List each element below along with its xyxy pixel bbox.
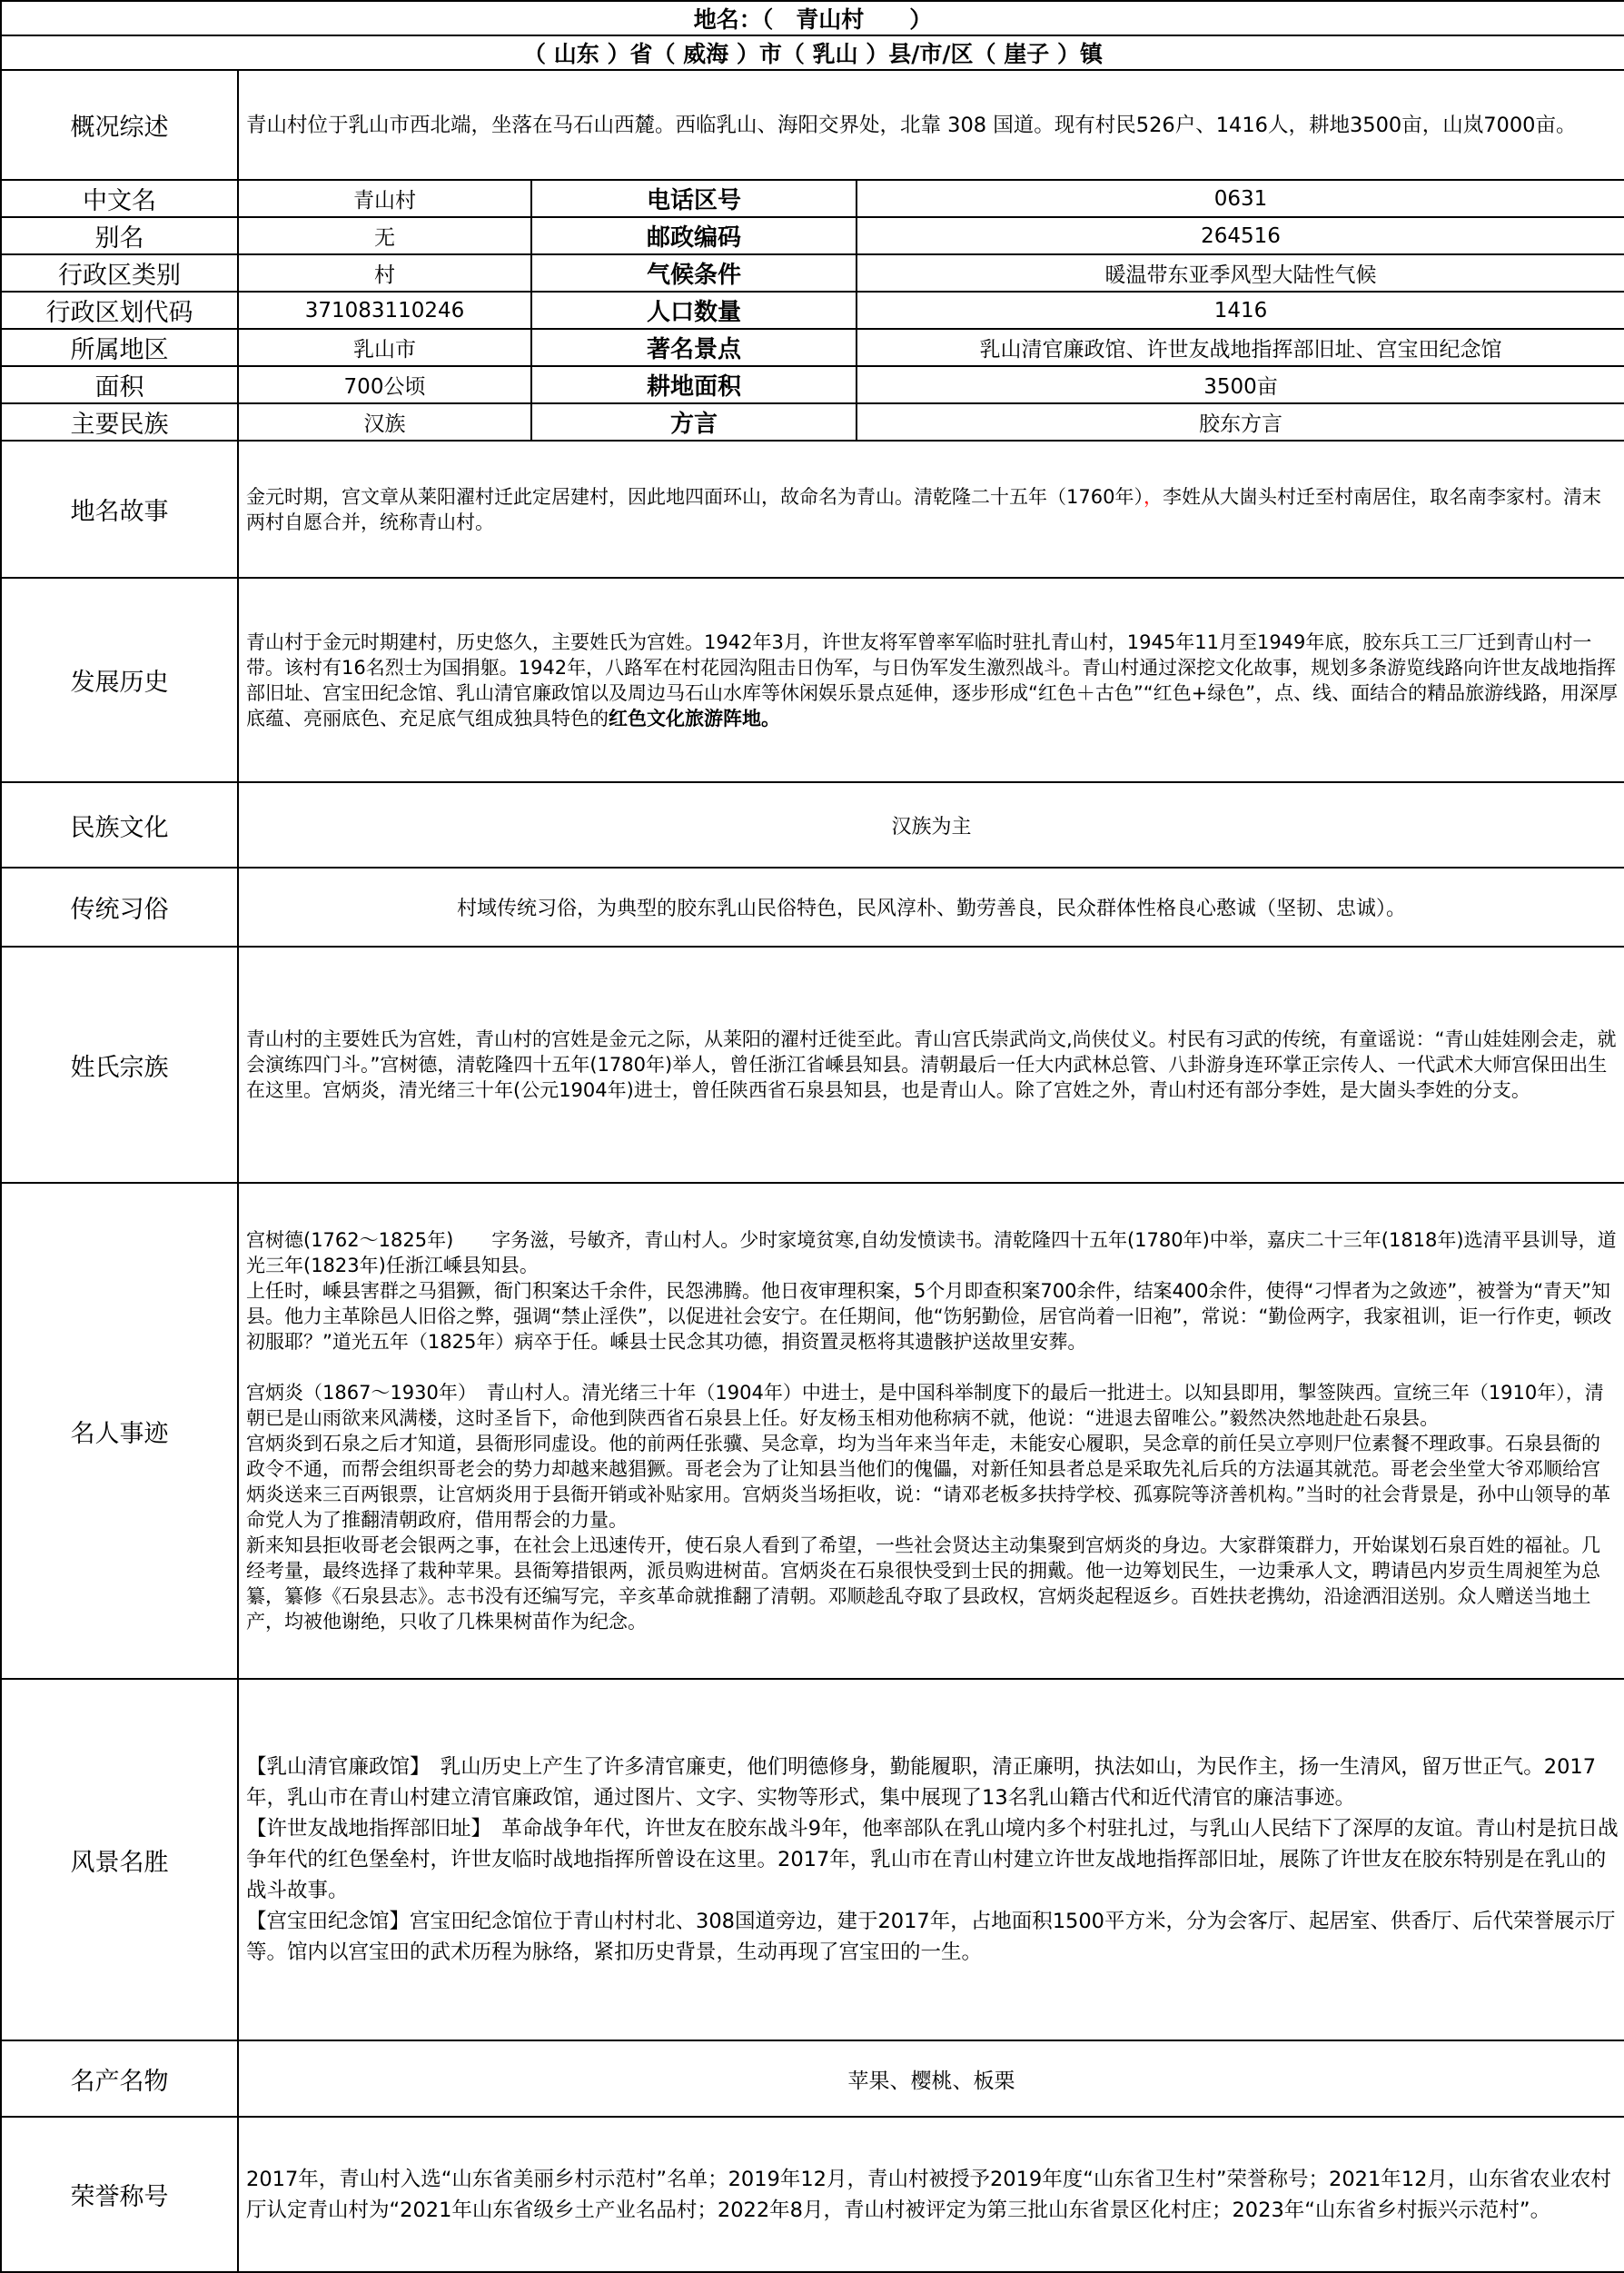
- famous-text: [238, 1183, 1624, 1679]
- info-label-area-code: 电话区号: [531, 180, 857, 217]
- story-row: [1, 441, 1624, 578]
- info-row: [1, 254, 1624, 292]
- info-row: [1, 403, 1624, 441]
- scenic-row: [1, 1679, 1624, 2040]
- info-value-chinese-name: 青山村: [238, 180, 531, 217]
- famous-row: [1, 1183, 1624, 1679]
- info-value-alias: 无: [238, 217, 531, 254]
- title-row: [1, 1, 1624, 35]
- info-label-chinese-name: 中文名: [1, 180, 238, 217]
- info-row: [1, 180, 1624, 217]
- honors-row: [1, 2117, 1624, 2272]
- info-value-admin-code: 371083110246: [238, 292, 531, 329]
- info-label-region: 所属地区: [1, 329, 238, 366]
- info-label-dialect: 方言: [531, 403, 857, 441]
- famous-paragraph: 上任时，嵊县害群之马猖獗，衙门积案达千余件，民怨沸腾。他日夜审理积案，5个月即查积案700余件，结案400余件，使得“刁悍者为之敛迹”，被誉为“青天”知县。他力主革除邑人旧俗之弊，强调“禁止淫佚”，以促进社会安宁。在任期间，他“饬躬勤俭，居官尚着一旧袍”，常说：“勤俭两字，我家祖训，讵一行作吏，顿改初服耶？”道光五年（1825年）病卒于任。嵊县士民念其功德，捐资置灵柩将其遗骸护送故里安葬。: [246, 1280, 1612, 1353]
- ethnic-row: [1, 782, 1624, 868]
- famous-label: 名人事迹: [1, 1183, 238, 1679]
- scenic-text: [238, 1679, 1624, 2040]
- history-text-part1: 青山村于金元时期建村，历史悠久，主要姓氏为宫姓。1942年3月，许世友将军曾率军临时驻扎青山村，1945年11月至1949年底，胶东兵工三厂迁到青山村一带。该村有16名烈士为国捐躯。1942年，八路军在村花园沟阻击日伪军，与日伪军发生激烈战斗。青山村通过深挖文化故事，规划多条游览线路向许世友战地指挥部旧址、宫宝田纪念馆、乳山清官廉政馆以及周边马石山水库等休闲娱乐景点延伸，逐步形成“红色＋古色”“红色+绿色”，点、线、面结合的精品旅游线路，用深厚底蕴、亮丽底色、充足底气组成独具特色的: [246, 630, 1619, 730]
- ethnic-text: 汉族为主: [238, 782, 1624, 868]
- famous-paragraph: 宫树德(1762～1825年) 字务滋，号敏齐，青山村人。少时家境贫寒,自幼发愤读书。清乾隆四十五年(1780年)中举，嘉庆二十三年(1818年)选清平县训导，道光三年(1823年)任浙江嵊县知县。: [246, 1229, 1617, 1276]
- story-red-comma: ，: [1143, 485, 1163, 508]
- famous-paragraph-gap: [246, 1355, 1619, 1380]
- info-value-admin-type: 村: [238, 254, 531, 292]
- history-row: [1, 578, 1624, 782]
- history-text: [238, 578, 1624, 782]
- info-value-area: 700公顷: [238, 366, 531, 403]
- products-text: 苹果、樱桃、板栗: [238, 2040, 1624, 2117]
- info-value-postal-code: 264516: [857, 217, 1624, 254]
- info-value-ethnicity: 汉族: [238, 403, 531, 441]
- info-value-region: 乳山市: [238, 329, 531, 366]
- scenic-paragraph: 【宫宝田纪念馆】宫宝田纪念馆位于青山村村北、308国道旁边，建于2017年，占地面积1500平方米，分为会客厅、起居室、供香厅、后代荣誉展示厅等。馆内以宫宝田的武术历程为脉络，紧扣历史背景，生动再现了宫宝田的一生。: [246, 1910, 1616, 1964]
- story-text: [238, 441, 1624, 578]
- customs-label: 传统习俗: [1, 868, 238, 947]
- region-title: （ 山东 ）省（ 威海 ）市（ 乳山 ）县/市/区（ 崖子 ）镇: [1, 35, 1624, 70]
- info-value-attractions: 乳山清官廉政馆、许世友战地指挥部旧址、宫宝田纪念馆: [857, 329, 1624, 366]
- customs-row: [1, 868, 1624, 947]
- info-label-farmland: 耕地面积: [531, 366, 857, 403]
- place-name-title: 地名：（ 青山村 ）: [1, 1, 1624, 35]
- customs-text: 村域传统习俗，为典型的胶东乳山民俗特色，民风淳朴、勤劳善良，民众群体性格良心憨诚（坚韧、忠诚）。: [238, 868, 1624, 947]
- info-label-attractions: 著名景点: [531, 329, 857, 366]
- story-text-part1: 金元时期，宫文章从莱阳濯村迁此定居建村，因此地四面环山，故命名为青山。清乾隆二十五年（1760年）: [246, 485, 1144, 508]
- info-row: [1, 292, 1624, 329]
- scenic-paragraph: 【许世友战地指挥部旧址】 革命战争年代，许世友在胶东战斗9年，他率部队在乳山境内多个村驻扎过，与乳山人民结下了深厚的友谊。青山村是抗日战争年代的红色堡垒村，许世友临时战地指挥所曾设在这里。2017年，乳山市在青山村建立许世友战地指挥部旧址，展陈了许世友在胶东特别是在乳山的战斗故事。: [246, 1817, 1619, 1902]
- ethnic-label: 民族文化: [1, 782, 238, 868]
- scenic-label: 风景名胜: [1, 1679, 238, 2040]
- info-label-ethnicity: 主要民族: [1, 403, 238, 441]
- history-label: 发展历史: [1, 578, 238, 782]
- info-label-postal-code: 邮政编码: [531, 217, 857, 254]
- clan-label: 姓氏宗族: [1, 947, 238, 1183]
- info-label-alias: 别名: [1, 217, 238, 254]
- overview-label: 概况综述: [1, 70, 238, 180]
- info-label-admin-type: 行政区类别: [1, 254, 238, 292]
- story-label: 地名故事: [1, 441, 238, 578]
- famous-paragraph: 宫炳炎到石泉之后才知道，县衙形同虚设。他的前两任张骥、吴念章，均为当年来当年走，未能安心履职，吴念章的前任吴立亭则尸位素餐不理政事。石泉县衙的政令不通，而帮会组织哥老会的势力却越来越猖獗。哥老会为了让知县当他们的傀儡，对新任知县者总是采取先礼后兵的方法逼其就范。哥老会坐堂大爷邓顺给宫炳炎送来三百两银票，让宫炳炎用于县衙开销或补贴家用。宫炳炎当场拒收，说：“请邓老板多扶持学校、孤寡院等济善机构。”当时的社会背景是，孙中山领导的革命党人为了推翻清朝政府，借用帮会的力量。: [246, 1433, 1611, 1531]
- info-label-admin-code: 行政区划代码: [1, 292, 238, 329]
- info-row: [1, 217, 1624, 254]
- famous-paragraph: 新来知县拒收哥老会银两之事，在社会上迅速传开，使石泉人看到了希望，一些社会贤达主动集聚到宫炳炎的身边。大家群策群力，开始谋划石泉百姓的福祉。几经考量，最终选择了栽种苹果。县衙筹措银两，派员购进树苗。宫炳炎在石泉很快受到士民的拥戴。他一边筹划民生，一边秉承人文，聘请邑内岁贡生周昶笙为总纂，纂修《石泉县志》。志书没有还编写完，辛亥革命就推翻了清朝。邓顺趁乱夺取了县政权，宫炳炎起程返乡。百姓扶老携幼，沿途洒泪送别。众人赠送当地土产，均被他谢绝，只收了几株果树苗作为纪念。: [246, 1534, 1600, 1633]
- honors-text: 2017年，青山村入选“山东省美丽乡村示范村”名单；2019年12月，青山村被授予2019年度“山东省卫生村”荣誉称号；2021年12月，山东省农业农村厅认定青山村为“2021年山东省级乡土产业名品村；2022年8月，青山村被评定为第三批山东省景区化村庄；2023年“山东省乡村振兴示范村”。: [238, 2117, 1624, 2272]
- info-row: [1, 329, 1624, 366]
- info-row: [1, 366, 1624, 403]
- famous-paragraph: 宫炳炎（1867～1930年） 青山村人。清光绪三十年（1904年）中进士，是中国科举制度下的最后一批进士。以知县即用，掣签陕西。宣统三年（1910年），清朝已是山雨欲来风满楼，这时圣旨下，命他到陕西省石泉县上任。好友杨玉相劝他称病不就，他说：“进退去留唯公。”毅然决然地赴赴石泉县。: [246, 1382, 1604, 1429]
- clan-text: 青山村的主要姓氏为宫姓，青山村的宫姓是金元之际，从莱阳的濯村迁徙至此。青山宫氏崇武尚文,尚侠仗义。村民有习武的传统，有童谣说：“青山娃娃刚会走，就会演练四门斗。”宫树德，清乾隆四十五年(1780年)举人，曾任浙江省嵊县知县。清朝最后一任大内武林总管、八卦游身连环掌正宗传人、一代武术大师宫保田出生在这里。宫炳炎，清光绪三十年(公元1904年)进士，曾任陕西省石泉县知县，也是青山人。除了宫姓之外，青山村还有部分李姓，是大崮头李姓的分支。: [238, 947, 1624, 1183]
- story-text-part2: 李姓从大崮头村迁至村南居住，取名南李家村。清末两村自愿合并，统称青山村。: [246, 485, 1601, 533]
- overview-row: [1, 70, 1624, 180]
- info-value-population: 1416: [857, 292, 1624, 329]
- info-value-area-code: 0631: [857, 180, 1624, 217]
- info-label-area: 面积: [1, 366, 238, 403]
- info-label-population: 人口数量: [531, 292, 857, 329]
- history-text-bold: 红色文化旅游阵地。: [609, 707, 780, 730]
- info-label-climate: 气候条件: [531, 254, 857, 292]
- clan-row: [1, 947, 1624, 1183]
- info-value-climate: 暖温带东亚季风型大陆性气候: [857, 254, 1624, 292]
- info-value-farmland: 3500亩: [857, 366, 1624, 403]
- region-row: [1, 35, 1624, 70]
- scenic-paragraph: 【乳山清官廉政馆】 乳山历史上产生了许多清官廉吏，他们明德修身，勤能履职，清正廉明，执法如山，为民作主，扬一生清风，留万世正气。2017年，乳山市在青山村建立清官廉政馆，通过图片、文字、实物等形式，集中展现了13名乳山籍古代和近代清官的廉洁事迹。: [246, 1755, 1597, 1810]
- overview-text: 青山村位于乳山市西北端，坐落在马石山西麓。西临乳山、海阳交界处，北靠 308 国道。现有村民526户、1416人，耕地3500亩，山岚7000亩。: [238, 70, 1624, 180]
- info-value-dialect: 胶东方言: [857, 403, 1624, 441]
- products-label: 名产名物: [1, 2040, 238, 2117]
- honors-label: 荣誉称号: [1, 2117, 238, 2272]
- products-row: [1, 2040, 1624, 2117]
